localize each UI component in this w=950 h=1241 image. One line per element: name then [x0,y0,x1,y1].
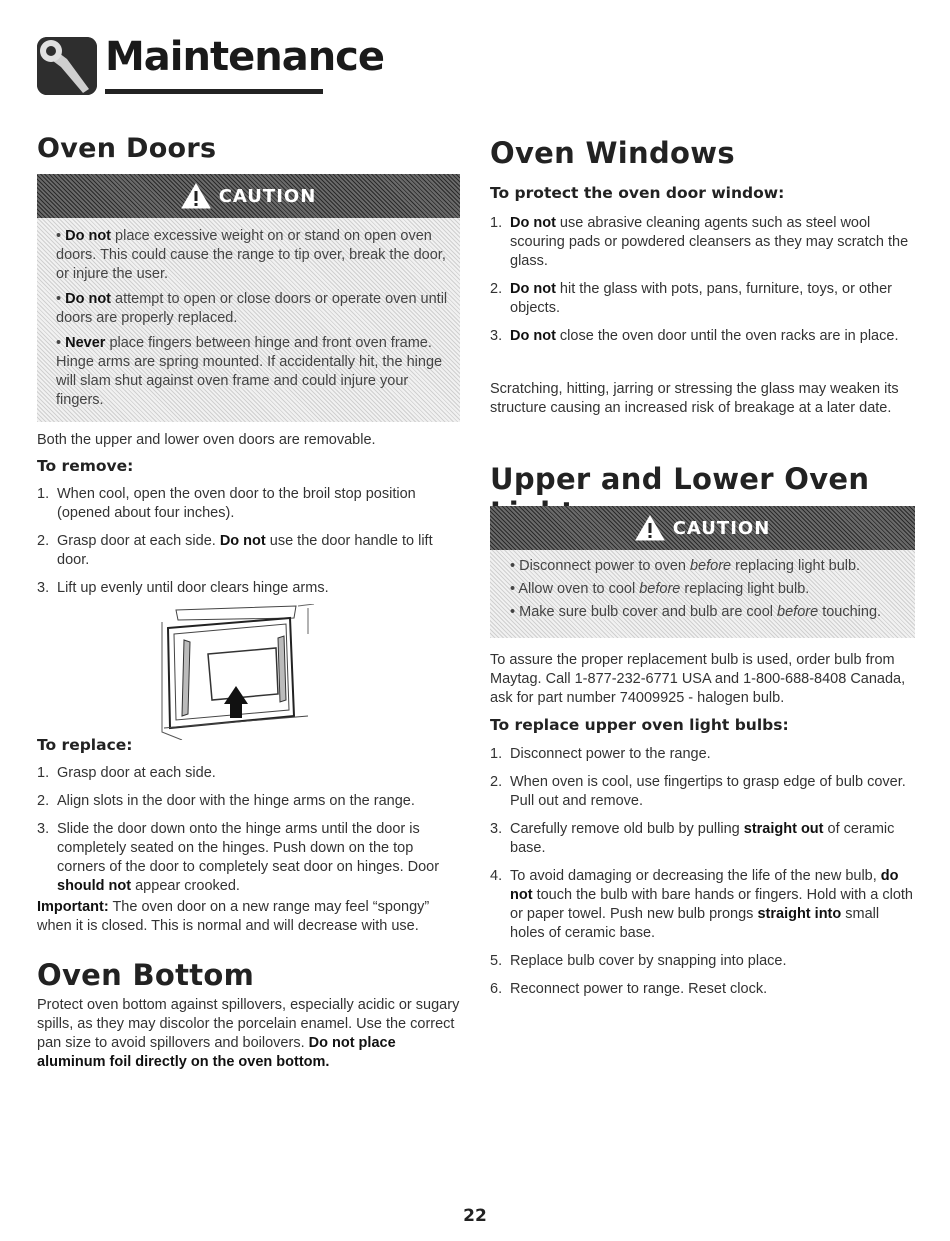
step-text: use abrasive cleaning agents such as steel wool scouring pads or powdered cleansers as they may scratch the glass. [510,215,909,269]
step-bold-text: do not [510,868,899,903]
step-item [490,980,915,999]
caution-banner [37,174,460,218]
step-text: use the door handle to lift door. [57,533,433,568]
step-text: close the oven door until the oven racks are in place. [555,328,899,344]
oven-windows-heading: Oven Windows [490,136,735,170]
caution-item: • Never place fingers between hinge and front oven frame. Hinge arms are spring mounted. If accidentally hit, the hinge will slam shut against oven frame and could injure your fingers. [56,335,443,408]
page-number: 22 [463,1206,487,1226]
step-item [490,867,915,943]
step-text: Align slots in the door with the hinge arms on the range. [57,793,415,809]
caution-label: CAUTION [672,517,771,539]
to-remove-heading: To remove: [37,457,134,475]
caution-item: • Disconnect power to oven before replacing light bulb. [510,558,861,574]
wrench-icon [37,37,97,95]
step-item [490,214,915,271]
warning-icon [181,183,211,209]
step-text: Reconnect power to range. Reset clock. [510,981,768,997]
window-steps [490,214,915,355]
caution-item: • Do not attempt to open or close doors or operate oven until doors are properly replaced. [56,291,448,326]
step-bold-text: Do not [510,281,556,297]
oven-lights-caution [490,506,915,638]
title-underline [105,89,323,94]
oven-windows-subheading: To protect the oven door window: [490,184,785,202]
door-illustration [158,604,320,740]
step-item [490,280,915,318]
step-number: 1. [37,486,50,502]
step-number: 2. [490,774,503,790]
replace-bulbs-heading: To replace upper oven light bulbs: [490,716,789,734]
step-item [37,820,460,896]
step-text: touch the bulb with bare hands or fingers. Hold with a cloth or paper towel. Push new bulb prongs [510,887,913,922]
step-bold-text: Do not [510,215,556,231]
page-title: Maintenance [105,34,385,80]
step-number: 5. [490,953,503,969]
oven-bottom-text: Protect oven bottom against spillovers, especially acidic or sugary spills, as they may discolor the porcelain enamel. Use the correct pan size to avoid spillovers and boilovers. Do not place aluminum foil directly on the oven bottom. [37,997,460,1070]
step-text: small holes of ceramic base. [510,906,880,941]
caution-item: • Make sure bulb cover and bulb are cool before touching. [510,604,882,620]
oven-bottom-heading: Oven Bottom [37,958,255,992]
caution-banner [490,506,915,550]
replace-steps [37,764,460,905]
oven-lights-heading: Upper and Lower Oven [490,462,870,496]
step-text: appear crooked. [131,878,240,894]
oven-lights-intro: To assure the proper replacement bulb is used, order bulb from Maytag. Call 1-877-232-6771 USA and 1-800-688-8408 Canada, ask for part number 74009925 - halogen bulb. [490,652,906,706]
step-number: 3. [37,580,50,596]
step-number: 3. [490,328,503,344]
step-number: 2. [490,281,503,297]
step-text: Lift up evenly until door clears hinge arms. [57,580,329,596]
step-bold-text: Do not [510,328,556,344]
step-item [490,745,915,764]
light-steps [490,745,915,1008]
step-text: hit the glass with pots, pans, furniture, toys, or other objects. [510,281,892,316]
step-item [490,820,915,858]
step-bold-text: straight into [757,906,842,922]
oven-doors-heading: Oven Doors [37,133,217,164]
oven-windows-note: Scratching, hitting, jarring or stressing the glass may weaken its structure causing an increased risk of breakage at a later date. [490,381,899,416]
step-number: 1. [490,746,503,762]
caution-list [37,218,460,410]
step-number: 2. [37,533,50,549]
step-text: of ceramic base. [510,821,895,856]
important-label: Important: [37,899,109,915]
step-text: To avoid damaging or decreasing the life of the new bulb, [510,868,881,884]
step-number: 4. [490,868,503,884]
step-number: 1. [37,765,50,781]
oven-doors-intro: Both the upper and lower oven doors are removable. [37,432,376,448]
step-item [37,579,452,598]
caution-item: • Do not place excessive weight on or stand on open oven doors. This could cause the range to tip over, break the door, or injure the user. [56,228,446,282]
step-text: Grasp door at each side. [57,533,220,549]
caution-list [490,550,915,622]
step-text: Carefully remove old bulb by pulling [510,821,744,837]
caution-item: • Allow oven to cool before replacing light bulb. [510,581,810,597]
step-number: 1. [490,215,503,231]
step-text: When cool, open the oven door to the broil stop position (opened about four inches). [57,486,416,521]
step-number: 2. [37,793,50,809]
oven-doors-caution [37,174,460,422]
step-bold-text: should not [57,878,132,894]
header [37,32,385,102]
caution-label: CAUTION [218,185,317,207]
step-item [37,764,460,783]
step-item [490,773,915,811]
step-item [37,792,460,811]
step-bold-text: straight out [743,821,824,837]
step-item [490,327,915,346]
step-number: 3. [490,821,503,837]
step-text: Replace bulb cover by snapping into place. [510,953,787,969]
step-number: 3. [37,821,50,837]
step-item [490,952,915,971]
step-item [37,485,452,523]
important-note: Important: The oven door on a new range may feel “spongy” when it is closed. This is normal and will decrease with use. [37,899,430,934]
step-text: Disconnect power to the range. [510,746,711,762]
step-bold-text: Do not [219,533,266,549]
step-item [37,532,452,570]
step-number: 6. [490,981,503,997]
step-text: When oven is cool, use fingertips to grasp edge of bulb cover. Pull out and remove. [510,774,906,809]
warning-icon [635,515,665,541]
step-text: Slide the door down onto the hinge arms until the door is completely seated on the hinges. Push down on the top corners of the door to completely seat door on hinges. Door [57,821,440,875]
step-text: Grasp door at each side. [57,765,216,781]
to-replace-heading: To replace: [37,736,133,754]
remove-steps [37,485,452,607]
